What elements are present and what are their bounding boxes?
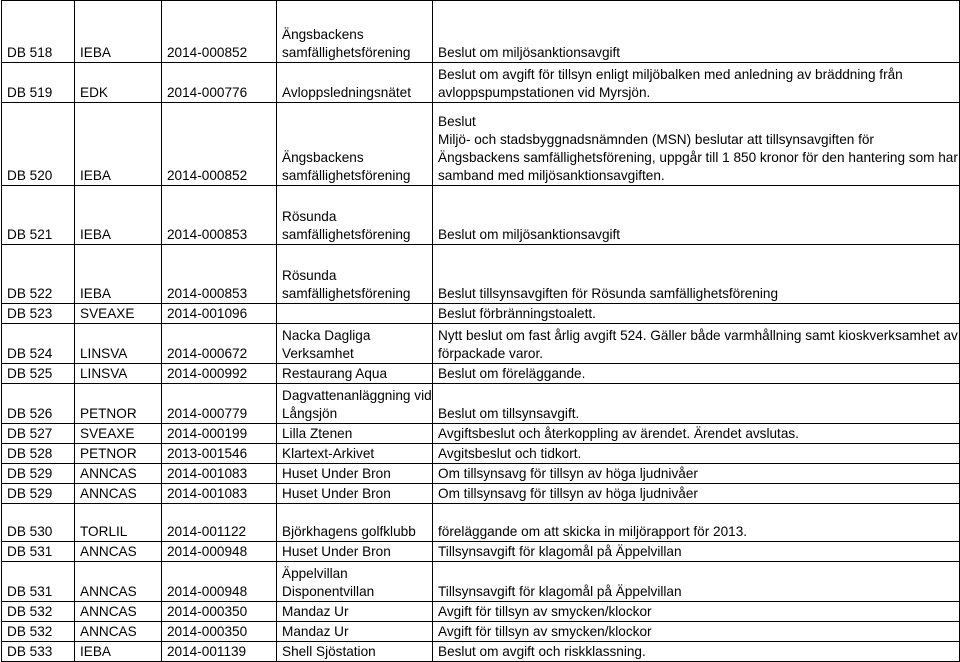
officer-code-cell: IEBA: [75, 1, 162, 63]
decision-description-cell: Tillsynsavgift för klagomål på Äppelvillan: [433, 542, 960, 562]
case-number-cell: 2014-001083: [162, 484, 277, 504]
officer-code-cell: PETNOR: [75, 444, 162, 464]
table-row: [2, 464, 960, 484]
decision-table: [1, 0, 960, 662]
decision-description-cell: Tillsynsavgift för klagomål på Äppelvillan: [433, 562, 960, 602]
officer-code-cell: IEBA: [75, 642, 162, 662]
case-number-cell: 2014-000779: [162, 384, 277, 424]
decision-description-cell: Beslut om miljösanktionsavgift: [433, 1, 960, 63]
party-name-cell: Avloppsledningsnätet: [277, 63, 433, 103]
officer-code-cell: ANNCAS: [75, 562, 162, 602]
decision-description-cell: Om tillsynsavg för tillsyn av höga ljudnivåer: [433, 484, 960, 504]
officer-code-cell: LINSVA: [75, 324, 162, 364]
decision-description-cell: Avgitsbeslut och tidkort.: [433, 444, 960, 464]
case-number-cell: 2014-001122: [162, 504, 277, 542]
party-name-cell: [277, 304, 433, 324]
officer-code-cell: IEBA: [75, 245, 162, 304]
decision-number-cell: DB 523: [2, 304, 75, 324]
party-name-cell: Shell Sjöstation: [277, 642, 433, 662]
case-number-cell: 2014-001139: [162, 642, 277, 662]
decision-number-cell: DB 521: [2, 186, 75, 245]
table-row: [2, 384, 960, 424]
decision-number-cell: DB 531: [2, 562, 75, 602]
officer-code-cell: SVEAXE: [75, 424, 162, 444]
party-name-cell: Rösunda samfällighetsförening: [277, 245, 433, 304]
table-row: [2, 444, 960, 464]
decision-number-cell: DB 530: [2, 504, 75, 542]
decision-number-cell: DB 524: [2, 324, 75, 364]
decision-description-cell: Beslut om avgift för tillsyn enligt miljöbalken med anledning av bräddning från avloppspumpstationen vid Myrsjön.: [433, 63, 960, 103]
party-name-cell: Dagvattenanläggning vid Långsjön: [277, 384, 433, 424]
table-row: [2, 364, 960, 384]
party-name-cell: Huset Under Bron: [277, 542, 433, 562]
table-row: [2, 484, 960, 504]
case-number-cell: 2013-001546: [162, 444, 277, 464]
case-number-cell: 2014-000948: [162, 542, 277, 562]
table-row: [2, 642, 960, 662]
table-row: [2, 63, 960, 103]
party-name-cell: Lilla Ztenen: [277, 424, 433, 444]
party-name-cell: Björkhagens golfklubb: [277, 504, 433, 542]
officer-code-cell: LINSVA: [75, 364, 162, 384]
table-row: [2, 245, 960, 304]
party-name-cell: Huset Under Bron: [277, 464, 433, 484]
decision-number-cell: DB 518: [2, 1, 75, 63]
case-number-cell: 2014-000852: [162, 1, 277, 63]
case-number-cell: 2014-001096: [162, 304, 277, 324]
party-name-cell: Nacka Dagliga Verksamhet: [277, 324, 433, 364]
decision-number-cell: DB 533: [2, 642, 75, 662]
case-number-cell: 2014-000853: [162, 186, 277, 245]
decision-number-cell: DB 527: [2, 424, 75, 444]
party-name-cell: Mandaz Ur: [277, 622, 433, 642]
decision-description-cell: Om tillsynsavg för tillsyn av höga ljudnivåer: [433, 464, 960, 484]
officer-code-cell: PETNOR: [75, 384, 162, 424]
table-row: [2, 103, 960, 186]
party-name-cell: Äppelvillan Disponentvillan: [277, 562, 433, 602]
table-row: [2, 504, 960, 542]
table-row: [2, 324, 960, 364]
party-name-cell: Mandaz Ur: [277, 602, 433, 622]
decision-description-cell: Beslut tillsynsavgiften för Rösunda samfällighetsförening: [433, 245, 960, 304]
table-row: [2, 186, 960, 245]
decision-number-cell: DB 529: [2, 484, 75, 504]
party-name-cell: Ängsbackens samfällighetsförening: [277, 103, 433, 186]
officer-code-cell: ANNCAS: [75, 602, 162, 622]
table-row: [2, 424, 960, 444]
decision-number-cell: DB 531: [2, 542, 75, 562]
decision-description-cell: Beslut om tillsynsavgift.: [433, 384, 960, 424]
case-number-cell: 2014-000948: [162, 562, 277, 602]
decision-number-cell: DB 528: [2, 444, 75, 464]
officer-code-cell: ANNCAS: [75, 484, 162, 504]
officer-code-cell: TORLIL: [75, 504, 162, 542]
decision-description-cell: Beslut förbränningstoalett.: [433, 304, 960, 324]
decision-description-cell: Beslut Miljö- och stadsbyggnadsnämnden (MSN) beslutar att tillsynsavgiften för Ängsbackens samfällighetsförening, uppgår till 1 850 kronor för den hantering som har samband med miljösanktionsavgiften.: [433, 103, 960, 186]
decision-description-cell: Beslut om miljösanktionsavgift: [433, 186, 960, 245]
party-name-cell: Ängsbackens samfällighetsförening: [277, 1, 433, 63]
party-name-cell: Huset Under Bron: [277, 484, 433, 504]
decision-number-cell: DB 525: [2, 364, 75, 384]
table-row: [2, 304, 960, 324]
case-number-cell: 2014-001083: [162, 464, 277, 484]
decision-number-cell: DB 520: [2, 103, 75, 186]
decision-number-cell: DB 522: [2, 245, 75, 304]
decision-number-cell: DB 532: [2, 622, 75, 642]
case-number-cell: 2014-000853: [162, 245, 277, 304]
decision-number-cell: DB 519: [2, 63, 75, 103]
decision-description-cell: Avgiftsbeslut och återkoppling av ärendet. Ärendet avslutas.: [433, 424, 960, 444]
table-row: [2, 602, 960, 622]
officer-code-cell: ANNCAS: [75, 464, 162, 484]
officer-code-cell: IEBA: [75, 103, 162, 186]
party-name-cell: Restaurang Aqua: [277, 364, 433, 384]
case-number-cell: 2014-000350: [162, 622, 277, 642]
decision-number-cell: DB 529: [2, 464, 75, 484]
table-row: [2, 542, 960, 562]
case-number-cell: 2014-000199: [162, 424, 277, 444]
decision-table-body: [2, 1, 960, 662]
party-name-cell: Rösunda samfällighetsförening: [277, 186, 433, 245]
decision-description-cell: Nytt beslut om fast årlig avgift 524. Gäller både varmhållning samt kioskverksamhet av förpackade varor.: [433, 324, 960, 364]
decision-description-cell: Avgift för tillsyn av smycken/klockor: [433, 622, 960, 642]
table-row: [2, 562, 960, 602]
officer-code-cell: ANNCAS: [75, 622, 162, 642]
case-number-cell: 2014-000852: [162, 103, 277, 186]
officer-code-cell: EDK: [75, 63, 162, 103]
table-row: [2, 1, 960, 63]
officer-code-cell: IEBA: [75, 186, 162, 245]
table-row: [2, 622, 960, 642]
case-number-cell: 2014-000672: [162, 324, 277, 364]
case-number-cell: 2014-000776: [162, 63, 277, 103]
decision-number-cell: DB 532: [2, 602, 75, 622]
decision-number-cell: DB 526: [2, 384, 75, 424]
decision-description-cell: Beslut om avgift och riskklassning.: [433, 642, 960, 662]
decision-description-cell: Beslut om föreläggande.: [433, 364, 960, 384]
party-name-cell: Klartext-Arkivet: [277, 444, 433, 464]
decision-description-cell: Avgift för tillsyn av smycken/klockor: [433, 602, 960, 622]
case-number-cell: 2014-000992: [162, 364, 277, 384]
officer-code-cell: ANNCAS: [75, 542, 162, 562]
case-number-cell: 2014-000350: [162, 602, 277, 622]
officer-code-cell: SVEAXE: [75, 304, 162, 324]
decision-description-cell: föreläggande om att skicka in miljörapport för 2013.: [433, 504, 960, 542]
